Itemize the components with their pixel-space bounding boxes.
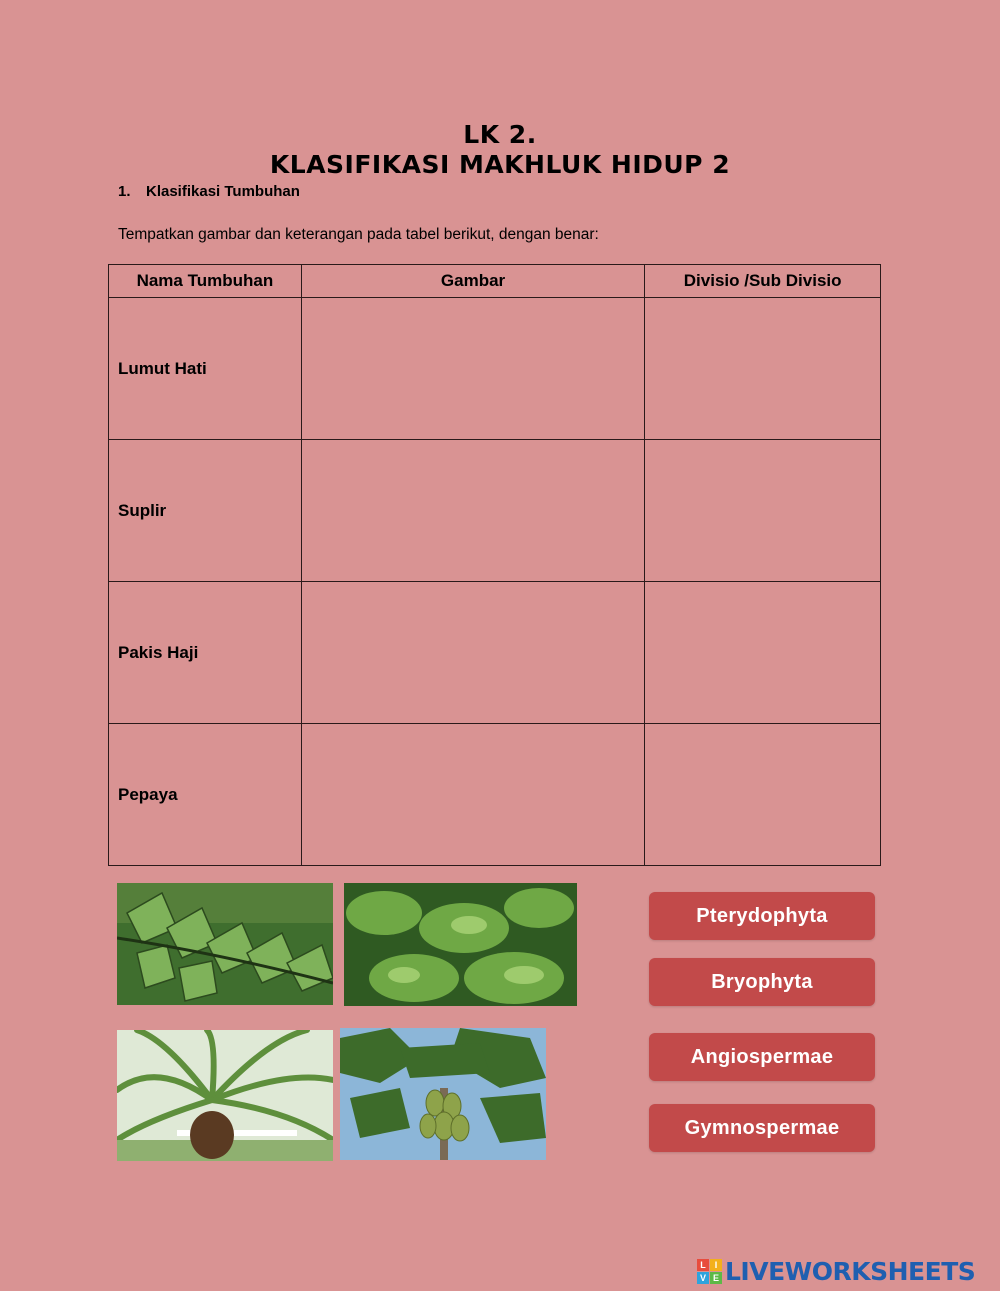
plant-name-lumut-hati: Lumut Hati (109, 298, 302, 440)
section-heading-text: Klasifikasi Tumbuhan (146, 183, 300, 200)
plant-name-suplir: Suplir (109, 440, 302, 582)
cycad-palm-photo[interactable] (117, 1030, 333, 1161)
table-header-row (109, 265, 881, 298)
image-drop-zone-4[interactable] (301, 724, 645, 866)
header-nama-tumbuhan: Nama Tumbuhan (109, 265, 302, 298)
logo-letter-e: E (710, 1272, 722, 1284)
option-pterydophyta[interactable]: Pterydophyta (649, 892, 875, 940)
image-drop-zone-3[interactable] (301, 582, 645, 724)
live-badge-icon (697, 1259, 722, 1284)
liverwort-photo[interactable] (344, 883, 577, 1006)
divisio-drop-zone-3[interactable] (645, 582, 881, 724)
divisio-drop-zone-4[interactable] (645, 724, 881, 866)
table-row (109, 440, 881, 582)
papaya-tree-photo[interactable] (340, 1028, 546, 1160)
liveworksheets-logo[interactable] (697, 1256, 975, 1286)
logo-letter-v: V (697, 1272, 709, 1284)
image-drop-zone-2[interactable] (301, 440, 645, 582)
table-row (109, 724, 881, 866)
option-bryophyta[interactable]: Bryophyta (649, 958, 875, 1006)
instruction-text: Tempatkan gambar dan keterangan pada tabel berikut, dengan benar: (118, 226, 599, 243)
worksheet-title: LK 2. (463, 120, 537, 149)
option-gymnospermae[interactable]: Gymnospermae (649, 1104, 875, 1152)
option-angiospermae[interactable]: Angiospermae (649, 1033, 875, 1081)
logo-text: LIVEWORKSHEETS (725, 1256, 976, 1286)
table-row (109, 298, 881, 440)
image-drop-zone-1[interactable] (301, 298, 645, 440)
logo-letter-l: L (697, 1259, 709, 1271)
divisio-drop-zone-1[interactable] (645, 298, 881, 440)
plant-name-pakis-haji: Pakis Haji (109, 582, 302, 724)
worksheet-subtitle: KLASIFIKASI MAKHLUK HIDUP 2 (269, 150, 731, 179)
section-heading (118, 183, 300, 200)
divisio-drop-zone-2[interactable] (645, 440, 881, 582)
section-number: 1. (118, 183, 131, 200)
classification-table (108, 264, 881, 866)
table-row (109, 582, 881, 724)
logo-letter-i: I (710, 1259, 722, 1271)
plant-name-pepaya: Pepaya (109, 724, 302, 866)
header-divisio: Divisio /Sub Divisio (645, 265, 881, 298)
fern-leaf-photo[interactable] (117, 883, 333, 1005)
header-gambar: Gambar (301, 265, 645, 298)
